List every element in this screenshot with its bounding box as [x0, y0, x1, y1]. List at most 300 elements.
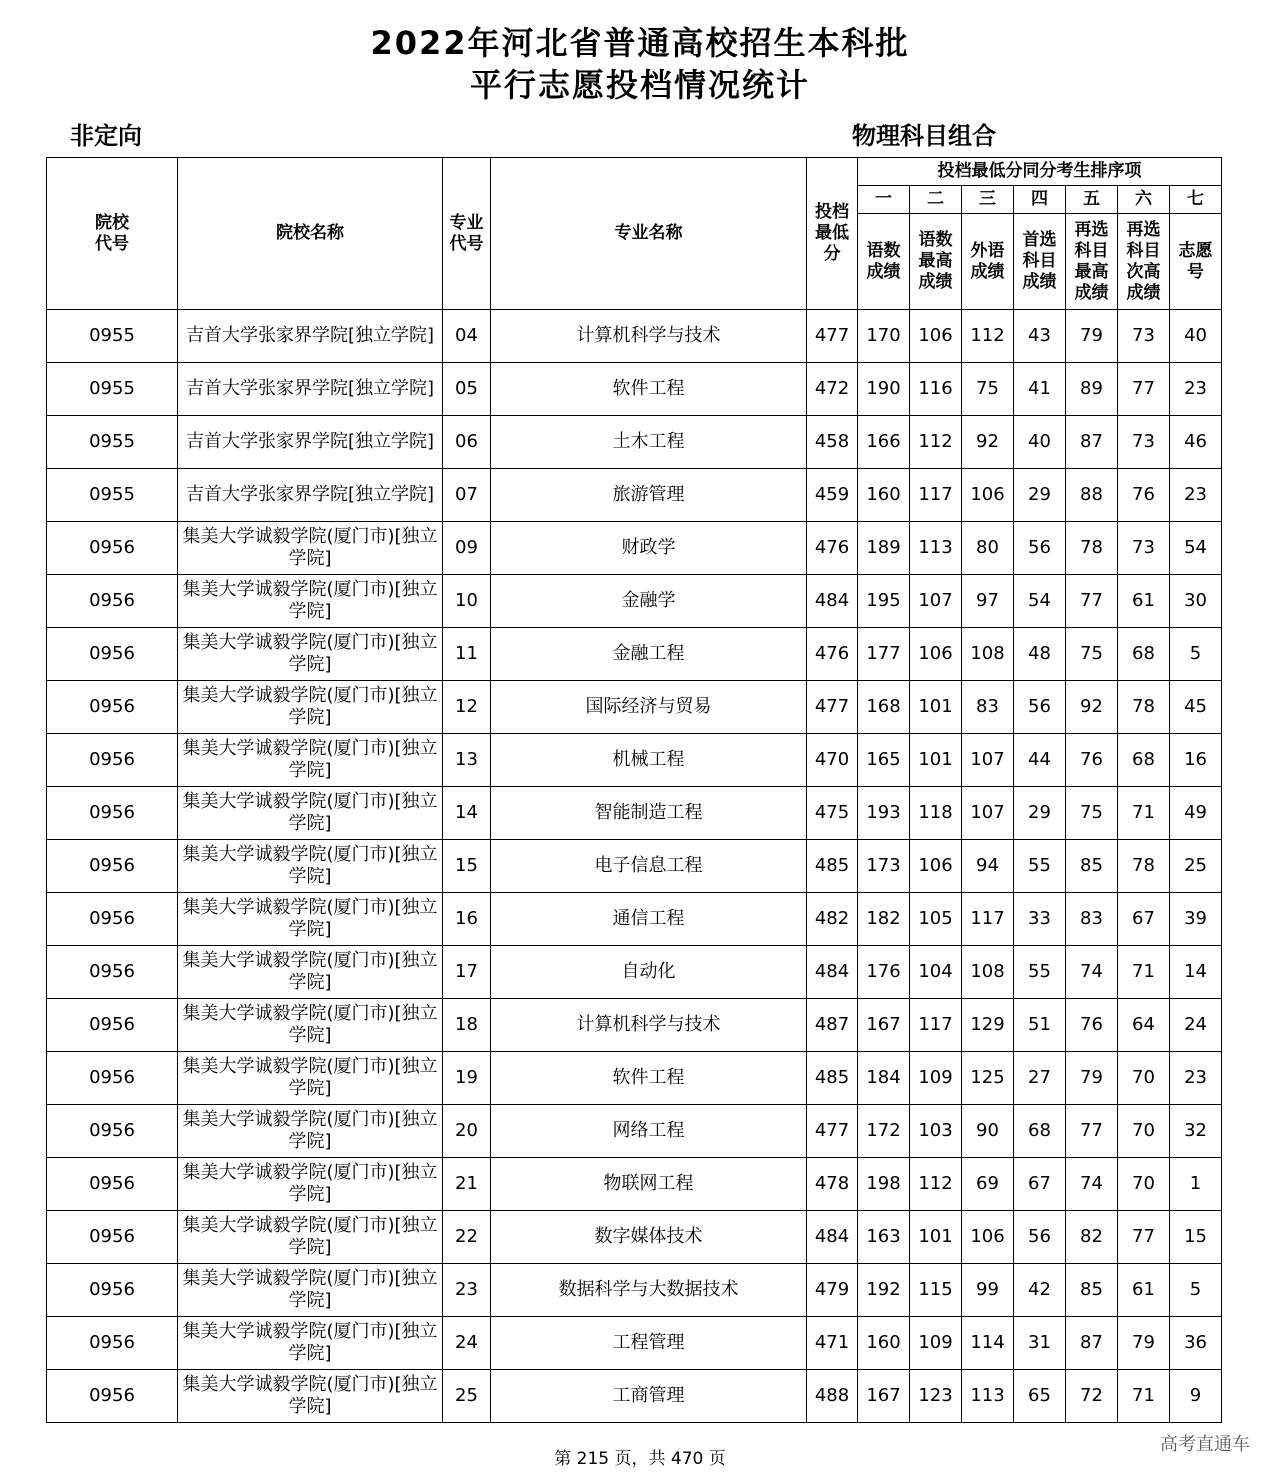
cell-s2: 112	[910, 416, 962, 469]
table-row	[47, 787, 1222, 840]
table-row	[47, 1317, 1222, 1370]
cell-school-name: 集美大学诚毅学院(厦门市)[独立学院]	[178, 1105, 443, 1158]
cell-major-code: 09	[443, 522, 491, 575]
cell-major-name: 工商管理	[491, 1370, 807, 1423]
cell-s7: 16	[1170, 734, 1222, 787]
table-row	[47, 840, 1222, 893]
cell-s6: 78	[1118, 681, 1170, 734]
cell-min: 477	[807, 310, 858, 363]
cell-major-code: 17	[443, 946, 491, 999]
cell-major-name: 网络工程	[491, 1105, 807, 1158]
cell-s5: 77	[1066, 575, 1118, 628]
cell-s3: 125	[962, 1052, 1014, 1105]
cell-s3: 107	[962, 734, 1014, 787]
cell-s3: 90	[962, 1105, 1014, 1158]
cell-s1: 177	[858, 628, 910, 681]
cell-min: 471	[807, 1317, 858, 1370]
cell-s2: 101	[910, 734, 962, 787]
subject-group-label: 物理科目组合	[852, 122, 996, 150]
cell-s7: 5	[1170, 628, 1222, 681]
cell-s4: 29	[1014, 469, 1066, 522]
table-row	[47, 734, 1222, 787]
cell-s1: 195	[858, 575, 910, 628]
cell-s7: 40	[1170, 310, 1222, 363]
cell-min: 470	[807, 734, 858, 787]
cell-s6: 61	[1118, 575, 1170, 628]
cell-major-name: 金融工程	[491, 628, 807, 681]
cell-major-code: 04	[443, 310, 491, 363]
cell-s6: 79	[1118, 1317, 1170, 1370]
cell-s2: 123	[910, 1370, 962, 1423]
cell-s7: 15	[1170, 1211, 1222, 1264]
cell-school-name: 集美大学诚毅学院(厦门市)[独立学院]	[178, 1211, 443, 1264]
cell-major-name: 自动化	[491, 946, 807, 999]
cell-s2: 113	[910, 522, 962, 575]
cell-min: 478	[807, 1158, 858, 1211]
cell-school-code: 0956	[47, 734, 178, 787]
cell-school-name: 吉首大学张家界学院[独立学院]	[178, 310, 443, 363]
cell-s6: 71	[1118, 1370, 1170, 1423]
cell-min: 484	[807, 575, 858, 628]
table-row	[47, 575, 1222, 628]
cell-s6: 67	[1118, 893, 1170, 946]
cell-school-code: 0955	[47, 310, 178, 363]
cell-s4: 31	[1014, 1317, 1066, 1370]
cell-s1: 168	[858, 681, 910, 734]
header-school-code: 院校代号	[47, 158, 178, 310]
header-order-3: 三	[962, 186, 1014, 214]
cell-major-code: 06	[443, 416, 491, 469]
cell-major-name: 土木工程	[491, 416, 807, 469]
cell-min: 485	[807, 1052, 858, 1105]
table-row	[47, 999, 1222, 1052]
cell-s6: 76	[1118, 469, 1170, 522]
cell-s3: 112	[962, 310, 1014, 363]
cell-s7: 9	[1170, 1370, 1222, 1423]
cell-s2: 106	[910, 840, 962, 893]
cell-s3: 69	[962, 1158, 1014, 1211]
cell-s2: 117	[910, 469, 962, 522]
page-title-line1: 2022年河北省普通高校招生本科批	[370, 24, 910, 62]
cell-min: 477	[807, 681, 858, 734]
cell-major-code: 25	[443, 1370, 491, 1423]
cell-s5: 82	[1066, 1211, 1118, 1264]
cell-s4: 27	[1014, 1052, 1066, 1105]
cell-s1: 182	[858, 893, 910, 946]
cell-s2: 115	[910, 1264, 962, 1317]
cell-school-code: 0955	[47, 363, 178, 416]
cell-major-code: 10	[443, 575, 491, 628]
cell-school-code: 0956	[47, 628, 178, 681]
cell-s7: 14	[1170, 946, 1222, 999]
cell-s5: 92	[1066, 681, 1118, 734]
cell-s1: 167	[858, 999, 910, 1052]
cell-school-name: 集美大学诚毅学院(厦门市)[独立学院]	[178, 946, 443, 999]
cell-s6: 71	[1118, 787, 1170, 840]
cell-school-name: 集美大学诚毅学院(厦门市)[独立学院]	[178, 681, 443, 734]
cell-s1: 198	[858, 1158, 910, 1211]
cell-min: 458	[807, 416, 858, 469]
cell-s6: 68	[1118, 628, 1170, 681]
cell-major-name: 软件工程	[491, 1052, 807, 1105]
cell-s2: 116	[910, 363, 962, 416]
cell-s5: 75	[1066, 628, 1118, 681]
cell-school-name: 集美大学诚毅学院(厦门市)[独立学院]	[178, 1317, 443, 1370]
cell-s1: 166	[858, 416, 910, 469]
cell-major-code: 12	[443, 681, 491, 734]
cell-min: 484	[807, 1211, 858, 1264]
cell-min: 459	[807, 469, 858, 522]
cell-min: 475	[807, 787, 858, 840]
cell-s6: 61	[1118, 1264, 1170, 1317]
cell-s2: 104	[910, 946, 962, 999]
header-item-2: 语数最高成绩	[910, 214, 962, 310]
header-item-3: 外语成绩	[962, 214, 1014, 310]
table-row	[47, 1370, 1222, 1423]
cell-major-name: 国际经济与贸易	[491, 681, 807, 734]
cell-major-name: 数字媒体技术	[491, 1211, 807, 1264]
cell-s3: 108	[962, 628, 1014, 681]
cell-s1: 193	[858, 787, 910, 840]
cell-s3: 107	[962, 787, 1014, 840]
cell-s1: 184	[858, 1052, 910, 1105]
cell-s3: 117	[962, 893, 1014, 946]
cell-min: 477	[807, 1105, 858, 1158]
cell-s3: 114	[962, 1317, 1014, 1370]
cell-major-code: 18	[443, 999, 491, 1052]
cell-s5: 79	[1066, 310, 1118, 363]
cell-s4: 33	[1014, 893, 1066, 946]
cell-major-name: 数据科学与大数据技术	[491, 1264, 807, 1317]
header-item-1: 语数成绩	[858, 214, 910, 310]
cell-s7: 32	[1170, 1105, 1222, 1158]
cell-school-code: 0956	[47, 840, 178, 893]
cell-s3: 83	[962, 681, 1014, 734]
cell-major-code: 20	[443, 1105, 491, 1158]
table-row	[47, 310, 1222, 363]
header-item-7: 志愿号	[1170, 214, 1222, 310]
cell-s3: 129	[962, 999, 1014, 1052]
cell-min: 482	[807, 893, 858, 946]
cell-s7: 36	[1170, 1317, 1222, 1370]
cell-school-code: 0956	[47, 1105, 178, 1158]
cell-s4: 56	[1014, 681, 1066, 734]
cell-major-code: 24	[443, 1317, 491, 1370]
header-item-6: 再选科目次高成绩	[1118, 214, 1170, 310]
cell-s7: 23	[1170, 1052, 1222, 1105]
cell-s7: 25	[1170, 840, 1222, 893]
cell-school-name: 集美大学诚毅学院(厦门市)[独立学院]	[178, 840, 443, 893]
cell-s4: 54	[1014, 575, 1066, 628]
cell-s3: 75	[962, 363, 1014, 416]
cell-school-code: 0956	[47, 522, 178, 575]
cell-s5: 87	[1066, 416, 1118, 469]
cell-s1: 160	[858, 1317, 910, 1370]
cell-s6: 70	[1118, 1105, 1170, 1158]
cell-s2: 109	[910, 1317, 962, 1370]
cell-major-name: 通信工程	[491, 893, 807, 946]
cell-s5: 77	[1066, 1105, 1118, 1158]
cell-s2: 101	[910, 681, 962, 734]
cell-major-code: 21	[443, 1158, 491, 1211]
cell-s2: 106	[910, 310, 962, 363]
cell-school-code: 0956	[47, 1370, 178, 1423]
cell-s6: 73	[1118, 522, 1170, 575]
cell-min: 484	[807, 946, 858, 999]
table-row	[47, 522, 1222, 575]
cell-major-name: 智能制造工程	[491, 787, 807, 840]
admission-table	[46, 157, 1222, 1423]
table-row	[47, 946, 1222, 999]
cell-s1: 165	[858, 734, 910, 787]
cell-major-name: 计算机科学与技术	[491, 999, 807, 1052]
cell-s6: 77	[1118, 363, 1170, 416]
cell-major-name: 电子信息工程	[491, 840, 807, 893]
cell-school-name: 集美大学诚毅学院(厦门市)[独立学院]	[178, 1264, 443, 1317]
cell-s5: 88	[1066, 469, 1118, 522]
cell-s4: 56	[1014, 1211, 1066, 1264]
cell-s7: 54	[1170, 522, 1222, 575]
cell-school-name: 吉首大学张家界学院[独立学院]	[178, 416, 443, 469]
cell-school-name: 集美大学诚毅学院(厦门市)[独立学院]	[178, 1370, 443, 1423]
header-order-6: 六	[1118, 186, 1170, 214]
cell-s1: 190	[858, 363, 910, 416]
cell-s2: 112	[910, 1158, 962, 1211]
cell-s4: 40	[1014, 416, 1066, 469]
cell-s6: 71	[1118, 946, 1170, 999]
cell-s5: 72	[1066, 1370, 1118, 1423]
cell-s7: 5	[1170, 1264, 1222, 1317]
cell-s5: 76	[1066, 734, 1118, 787]
header-order-1: 一	[858, 186, 910, 214]
header-order-4: 四	[1014, 186, 1066, 214]
cell-s1: 167	[858, 1370, 910, 1423]
cell-s7: 24	[1170, 999, 1222, 1052]
cell-s1: 172	[858, 1105, 910, 1158]
cell-s2: 109	[910, 1052, 962, 1105]
cell-school-name: 集美大学诚毅学院(厦门市)[独立学院]	[178, 1158, 443, 1211]
header-tiebreak-group: 投档最低分同分考生排序项	[858, 158, 1222, 186]
cell-s5: 89	[1066, 363, 1118, 416]
cell-s3: 97	[962, 575, 1014, 628]
cell-min: 479	[807, 1264, 858, 1317]
cell-major-code: 05	[443, 363, 491, 416]
cell-s5: 78	[1066, 522, 1118, 575]
cell-school-name: 集美大学诚毅学院(厦门市)[独立学院]	[178, 1052, 443, 1105]
cell-s3: 106	[962, 1211, 1014, 1264]
cell-school-code: 0955	[47, 469, 178, 522]
table-row	[47, 1264, 1222, 1317]
cell-s3: 92	[962, 416, 1014, 469]
cell-major-code: 19	[443, 1052, 491, 1105]
cell-s7: 39	[1170, 893, 1222, 946]
cell-s3: 113	[962, 1370, 1014, 1423]
cell-s3: 108	[962, 946, 1014, 999]
cell-s4: 55	[1014, 840, 1066, 893]
cell-school-code: 0956	[47, 1264, 178, 1317]
cell-school-code: 0956	[47, 1158, 178, 1211]
cell-s7: 23	[1170, 469, 1222, 522]
cell-major-name: 工程管理	[491, 1317, 807, 1370]
cell-min: 488	[807, 1370, 858, 1423]
cell-s4: 68	[1014, 1105, 1066, 1158]
cell-min: 476	[807, 628, 858, 681]
cell-school-name: 吉首大学张家界学院[独立学院]	[178, 469, 443, 522]
cell-school-code: 0956	[47, 999, 178, 1052]
cell-s6: 70	[1118, 1052, 1170, 1105]
table-row	[47, 893, 1222, 946]
header-item-4: 首选科目成绩	[1014, 214, 1066, 310]
header-order-5: 五	[1066, 186, 1118, 214]
cell-school-name: 集美大学诚毅学院(厦门市)[独立学院]	[178, 999, 443, 1052]
cell-s5: 74	[1066, 946, 1118, 999]
cell-s4: 41	[1014, 363, 1066, 416]
cell-school-name: 集美大学诚毅学院(厦门市)[独立学院]	[178, 787, 443, 840]
table-row	[47, 469, 1222, 522]
cell-s4: 48	[1014, 628, 1066, 681]
cell-s6: 68	[1118, 734, 1170, 787]
cell-school-code: 0956	[47, 1211, 178, 1264]
cell-major-name: 财政学	[491, 522, 807, 575]
cell-school-name: 集美大学诚毅学院(厦门市)[独立学院]	[178, 628, 443, 681]
cell-s2: 118	[910, 787, 962, 840]
cell-s4: 51	[1014, 999, 1066, 1052]
cell-s1: 163	[858, 1211, 910, 1264]
cell-major-code: 07	[443, 469, 491, 522]
cell-major-name: 旅游管理	[491, 469, 807, 522]
cell-s7: 46	[1170, 416, 1222, 469]
cell-s4: 42	[1014, 1264, 1066, 1317]
cell-major-name: 机械工程	[491, 734, 807, 787]
cell-s5: 85	[1066, 1264, 1118, 1317]
cell-school-code: 0955	[47, 416, 178, 469]
cell-s4: 43	[1014, 310, 1066, 363]
cell-s2: 103	[910, 1105, 962, 1158]
page-title-line2: 平行志愿投档情况统计	[469, 66, 810, 104]
cell-school-code: 0956	[47, 1052, 178, 1105]
cell-s5: 74	[1066, 1158, 1118, 1211]
cell-s4: 55	[1014, 946, 1066, 999]
cell-major-code: 14	[443, 787, 491, 840]
cell-s6: 64	[1118, 999, 1170, 1052]
header-major-code: 专业代号	[443, 158, 491, 310]
cell-school-name: 集美大学诚毅学院(厦门市)[独立学院]	[178, 734, 443, 787]
cell-s1: 173	[858, 840, 910, 893]
cell-s1: 189	[858, 522, 910, 575]
header-order-2: 二	[910, 186, 962, 214]
header-item-5: 再选科目最高成绩	[1066, 214, 1118, 310]
cell-s4: 67	[1014, 1158, 1066, 1211]
cell-major-name: 金融学	[491, 575, 807, 628]
cell-s5: 87	[1066, 1317, 1118, 1370]
table-row	[47, 1211, 1222, 1264]
cell-s4: 65	[1014, 1370, 1066, 1423]
table-row	[47, 363, 1222, 416]
table-row	[47, 416, 1222, 469]
cell-min: 487	[807, 999, 858, 1052]
cell-s5: 83	[1066, 893, 1118, 946]
cell-s4: 44	[1014, 734, 1066, 787]
cell-school-name: 集美大学诚毅学院(厦门市)[独立学院]	[178, 575, 443, 628]
watermark: 高考直通车	[1160, 1434, 1250, 1455]
cell-s5: 75	[1066, 787, 1118, 840]
cell-school-name: 集美大学诚毅学院(厦门市)[独立学院]	[178, 893, 443, 946]
table-row	[47, 1052, 1222, 1105]
cell-school-code: 0956	[47, 787, 178, 840]
cell-s7: 45	[1170, 681, 1222, 734]
cell-s1: 192	[858, 1264, 910, 1317]
cell-s5: 85	[1066, 840, 1118, 893]
cell-s3: 94	[962, 840, 1014, 893]
cell-school-name: 集美大学诚毅学院(厦门市)[独立学院]	[178, 522, 443, 575]
table-row	[47, 628, 1222, 681]
cell-s7: 23	[1170, 363, 1222, 416]
cell-school-name: 吉首大学张家界学院[独立学院]	[178, 363, 443, 416]
cell-s3: 99	[962, 1264, 1014, 1317]
cell-s7: 1	[1170, 1158, 1222, 1211]
cell-school-code: 0956	[47, 1317, 178, 1370]
cell-s6: 70	[1118, 1158, 1170, 1211]
cell-s6: 77	[1118, 1211, 1170, 1264]
cell-major-code: 13	[443, 734, 491, 787]
cell-s5: 79	[1066, 1052, 1118, 1105]
cell-s7: 49	[1170, 787, 1222, 840]
table-row	[47, 681, 1222, 734]
cell-major-name: 物联网工程	[491, 1158, 807, 1211]
cell-s2: 107	[910, 575, 962, 628]
cell-school-code: 0956	[47, 681, 178, 734]
cell-s5: 76	[1066, 999, 1118, 1052]
cell-school-code: 0956	[47, 575, 178, 628]
cell-s2: 106	[910, 628, 962, 681]
cell-school-code: 0956	[47, 893, 178, 946]
header-min-score: 投档最低分	[807, 158, 858, 310]
cell-s2: 101	[910, 1211, 962, 1264]
cell-s1: 160	[858, 469, 910, 522]
header-school-name: 院校名称	[178, 158, 443, 310]
table-row	[47, 1105, 1222, 1158]
cell-s6: 73	[1118, 310, 1170, 363]
cell-min: 472	[807, 363, 858, 416]
cell-s4: 29	[1014, 787, 1066, 840]
cell-s2: 105	[910, 893, 962, 946]
cell-min: 476	[807, 522, 858, 575]
cell-s4: 56	[1014, 522, 1066, 575]
page-number: 第 215 页，共 470 页	[554, 1449, 726, 1469]
cell-s1: 170	[858, 310, 910, 363]
header-major-name: 专业名称	[491, 158, 807, 310]
cell-s3: 106	[962, 469, 1014, 522]
cell-s7: 30	[1170, 575, 1222, 628]
cell-major-code: 15	[443, 840, 491, 893]
cell-s6: 73	[1118, 416, 1170, 469]
cell-major-code: 11	[443, 628, 491, 681]
cell-major-code: 16	[443, 893, 491, 946]
header-order-7: 七	[1170, 186, 1222, 214]
cell-s1: 176	[858, 946, 910, 999]
cell-school-code: 0956	[47, 946, 178, 999]
cell-min: 485	[807, 840, 858, 893]
cell-major-code: 22	[443, 1211, 491, 1264]
cell-major-code: 23	[443, 1264, 491, 1317]
category-label: 非定向	[70, 122, 142, 150]
table-row	[47, 1158, 1222, 1211]
cell-s6: 78	[1118, 840, 1170, 893]
cell-major-name: 计算机科学与技术	[491, 310, 807, 363]
cell-s2: 117	[910, 999, 962, 1052]
cell-s3: 80	[962, 522, 1014, 575]
cell-major-name: 软件工程	[491, 363, 807, 416]
